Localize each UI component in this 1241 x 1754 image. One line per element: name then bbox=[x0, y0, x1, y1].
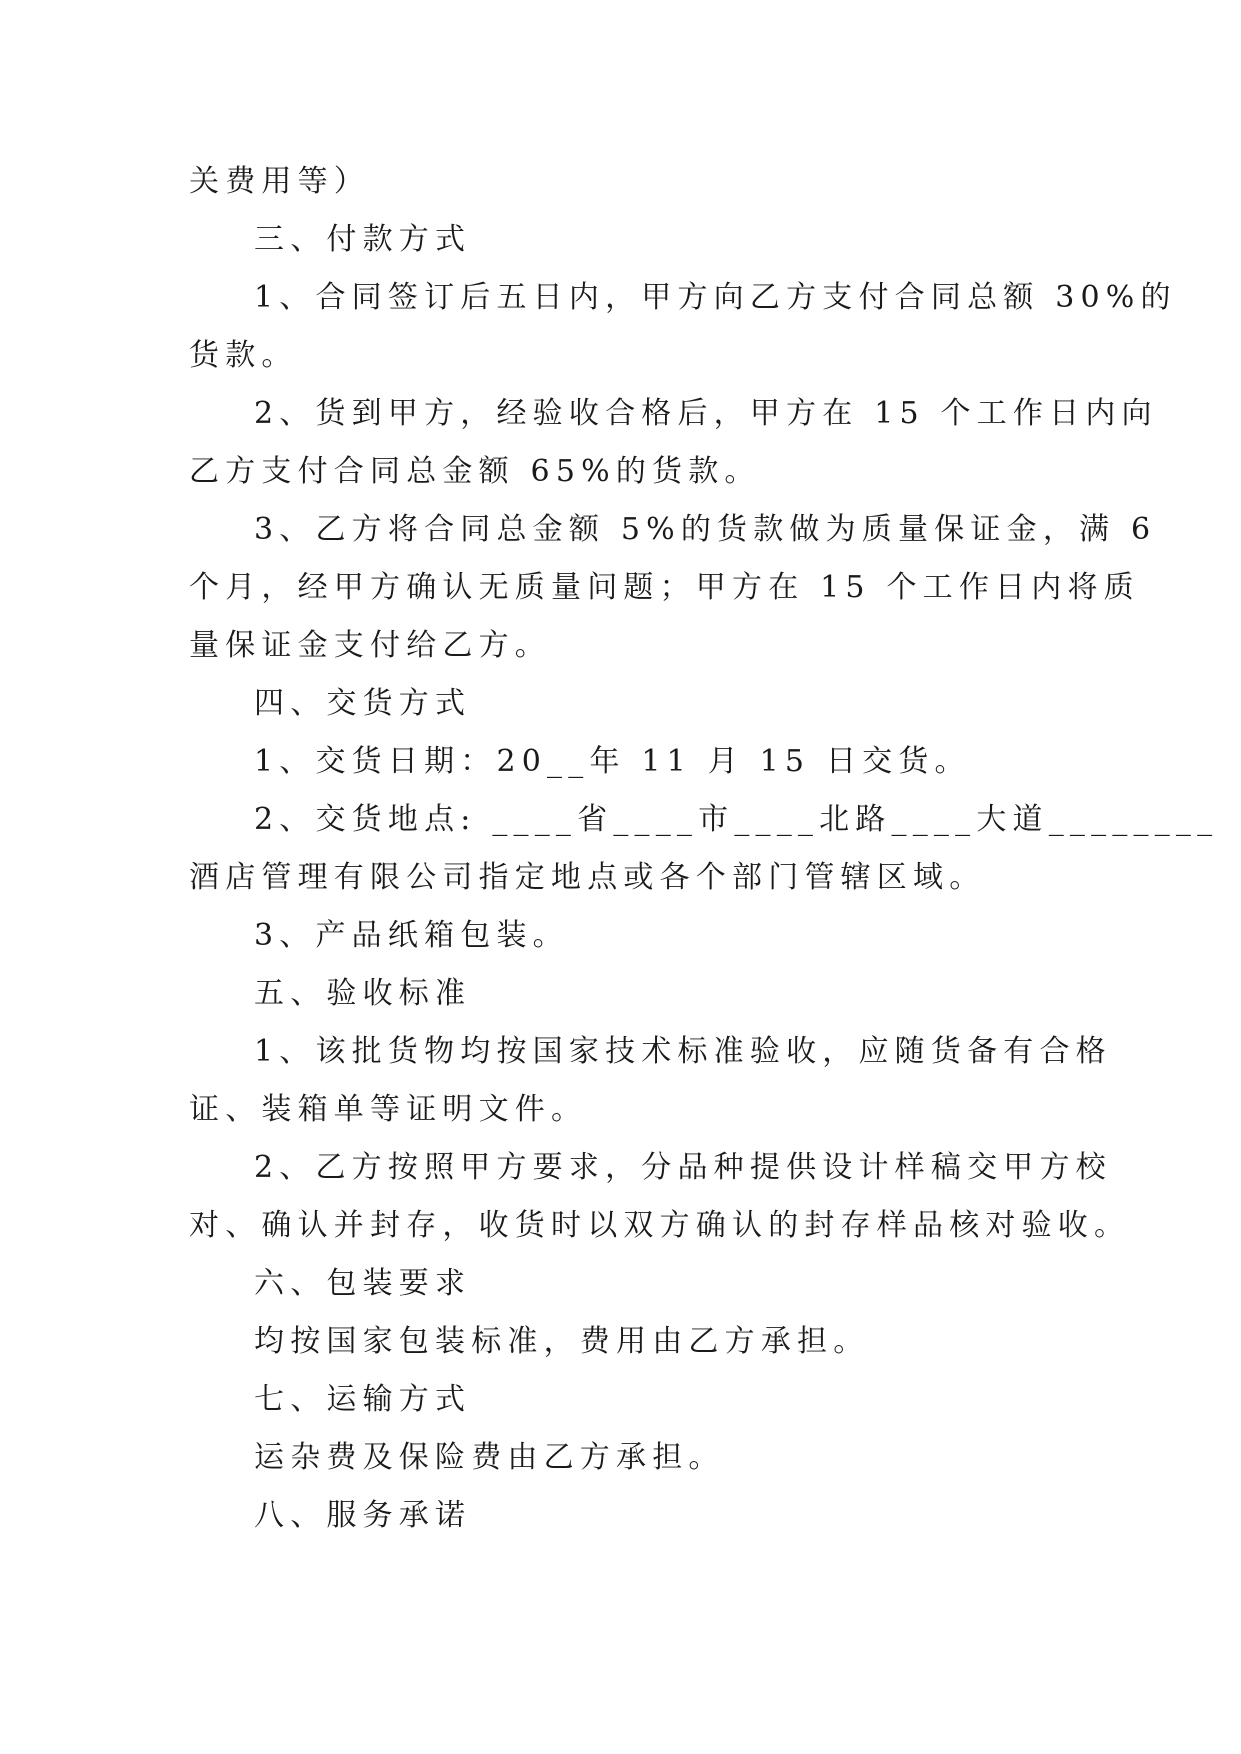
text-line: 2、乙方按照甲方要求，分品种提供设计样稿交甲方校 bbox=[254, 1150, 1112, 1185]
text-line: 3、产品纸箱包装。 bbox=[254, 918, 569, 953]
text-line: 2、货到甲方，经验收合格后，甲方在 15 个工作日内向 bbox=[254, 396, 1158, 431]
section-heading-transport: 七、运输方式 bbox=[254, 1382, 472, 1417]
text-line: 关费用等） bbox=[189, 164, 370, 199]
text-line: 酒店管理有限公司指定地点或各个部门管辖区域。 bbox=[189, 860, 986, 895]
text-line: 均按国家包装标准，费用由乙方承担。 bbox=[254, 1324, 870, 1359]
text-line: 1、交货日期：20__年 11 月 15 日交货。 bbox=[254, 744, 971, 779]
text-line: 货款。 bbox=[189, 338, 298, 373]
section-heading-delivery: 四、交货方式 bbox=[254, 686, 472, 721]
text-line: 乙方支付合同总金额 65%的货款。 bbox=[189, 454, 761, 489]
text-line: 2、交货地点: ____省____市____北路____大道________ bbox=[254, 802, 1219, 837]
section-heading-payment: 三、付款方式 bbox=[254, 222, 472, 257]
text-line: 对、确认并封存，收货时以双方确认的封存样品核对验收。 bbox=[189, 1208, 1131, 1243]
section-heading-acceptance: 五、验收标准 bbox=[254, 976, 472, 1011]
text-line: 1、合同签订后五日内，甲方向乙方支付合同总额 30%的 bbox=[254, 280, 1177, 315]
text-line: 运杂费及保险费由乙方承担。 bbox=[254, 1440, 725, 1475]
text-line: 证、装箱单等证明文件。 bbox=[189, 1092, 588, 1127]
text-line: 量保证金支付给乙方。 bbox=[189, 628, 551, 663]
section-heading-packaging: 六、包装要求 bbox=[254, 1266, 472, 1301]
text-line: 个月，经甲方确认无质量问题；甲方在 15 个工作日内将质 bbox=[189, 570, 1140, 605]
text-line: 3、乙方将合同总金额 5%的货款做为质量保证金，满 6 bbox=[254, 512, 1157, 547]
section-heading-service: 八、服务承诺 bbox=[254, 1498, 472, 1533]
text-line: 1、该批货物均按国家技术标准验收，应随货备有合格 bbox=[254, 1034, 1112, 1069]
